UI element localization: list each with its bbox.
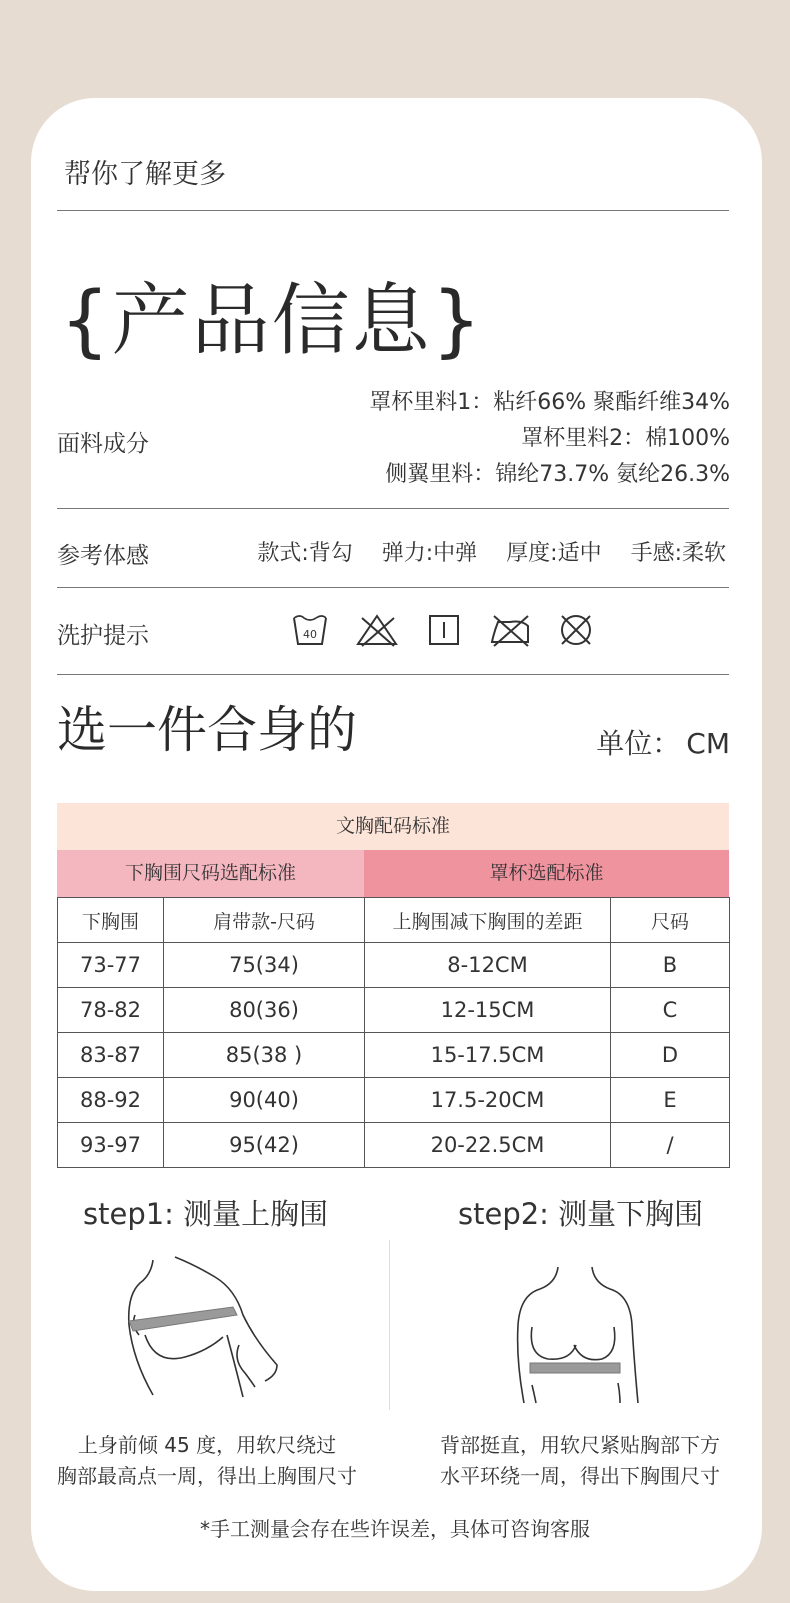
feel-touch: 手感:柔软: [630, 541, 726, 566]
no-bleach-icon: [354, 610, 400, 650]
no-iron-icon: [488, 610, 532, 650]
unit-label: 单位：: [596, 727, 681, 760]
divider: [57, 210, 729, 211]
table-column-header: [58, 898, 730, 943]
table-group-header: [57, 850, 729, 897]
table-cell: 93-97: [58, 1123, 164, 1168]
column-header: 上胸围减下胸围的差距: [365, 898, 611, 943]
table-cell: 15-17.5CM: [365, 1033, 611, 1078]
table-cell: 83-87: [58, 1033, 164, 1078]
no-dry-clean-icon: [556, 610, 596, 650]
footnote: *手工测量会存在些许误差，具体可咨询客服: [200, 1517, 590, 1541]
help-title: 帮你了解更多: [64, 159, 226, 190]
care-label: 洗护提示: [57, 623, 149, 649]
table-cell: 73-77: [58, 943, 164, 988]
table-cell: 20-22.5CM: [365, 1123, 611, 1168]
step1-title: step1: 测量上胸围: [83, 1197, 329, 1231]
fit-title: 选一件合身的: [57, 701, 357, 759]
underbust-illustration: [510, 1265, 660, 1405]
fabric-line: 罩杯里料2：棉100%: [521, 426, 730, 451]
care-icons: [290, 610, 596, 650]
table-cell: 17.5-20CM: [365, 1078, 611, 1123]
product-info-title: {产品信息}: [60, 276, 484, 366]
group-cup: 罩杯选配标准: [364, 850, 729, 897]
table-cell: 95(42): [164, 1123, 365, 1168]
wash-40-icon: [290, 610, 330, 650]
table-title: 文胸配码标准: [57, 803, 729, 850]
step2-title: step2: 测量下胸围: [458, 1197, 704, 1231]
step-separator: [389, 1240, 390, 1410]
table-cell: D: [611, 1033, 730, 1078]
table-cell: 90(40): [164, 1078, 365, 1123]
line-dry-icon: [424, 610, 464, 650]
table-row: [58, 1033, 730, 1078]
column-header: 尺码: [611, 898, 730, 943]
desc-line: 水平环绕一周，得出下胸围尺寸: [440, 1464, 720, 1488]
table-cell: 75(34): [164, 943, 365, 988]
unit-value: CM: [686, 727, 730, 760]
table-row: [58, 1123, 730, 1168]
fabric-composition: [369, 385, 730, 493]
table-cell: B: [611, 943, 730, 988]
table-row: [58, 943, 730, 988]
divider: [57, 587, 729, 588]
size-grid: [57, 897, 730, 1168]
step1-description: [57, 1430, 357, 1492]
fabric-label: 面料成分: [57, 431, 149, 457]
feel-label: 参考体感: [57, 543, 149, 569]
table-cell: /: [611, 1123, 730, 1168]
desc-line: 胸部最高点一周，得出上胸围尺寸: [57, 1464, 357, 1488]
table-cell: 85(38 ): [164, 1033, 365, 1078]
table-row: [58, 988, 730, 1033]
table-cell: 8-12CM: [365, 943, 611, 988]
table-cell: 12-15CM: [365, 988, 611, 1033]
feel-thickness: 厚度:适中: [506, 541, 602, 566]
upper-bust-illustration: [115, 1255, 290, 1400]
table-cell: 78-82: [58, 988, 164, 1033]
wash-temp: 40: [303, 628, 317, 641]
feel-style: 款式:背勾: [257, 541, 353, 566]
feel-values: [235, 536, 726, 567]
divider: [57, 508, 729, 509]
size-table: [57, 803, 729, 1168]
step2-description: [440, 1430, 730, 1492]
column-header: 肩带款-尺码: [164, 898, 365, 943]
fabric-line: 罩杯里料1：粘纤66% 聚酯纤维34%: [369, 390, 730, 415]
divider: [57, 674, 729, 675]
table-row: [58, 1078, 730, 1123]
fabric-line: 侧翼里料：锦纶73.7% 氨纶26.3%: [385, 462, 730, 487]
desc-line: 背部挺直，用软尺紧贴胸部下方: [440, 1433, 720, 1457]
table-cell: 80(36): [164, 988, 365, 1033]
group-underbust: 下胸围尺码选配标准: [57, 850, 364, 897]
table-cell: C: [611, 988, 730, 1033]
feel-elasticity: 弹力:中弹: [381, 541, 478, 566]
table-cell: 88-92: [58, 1078, 164, 1123]
desc-line: 上身前倾 45 度，用软尺绕过: [77, 1433, 337, 1457]
unit: [596, 722, 730, 762]
table-cell: E: [611, 1078, 730, 1123]
column-header: 下胸围: [58, 898, 164, 943]
